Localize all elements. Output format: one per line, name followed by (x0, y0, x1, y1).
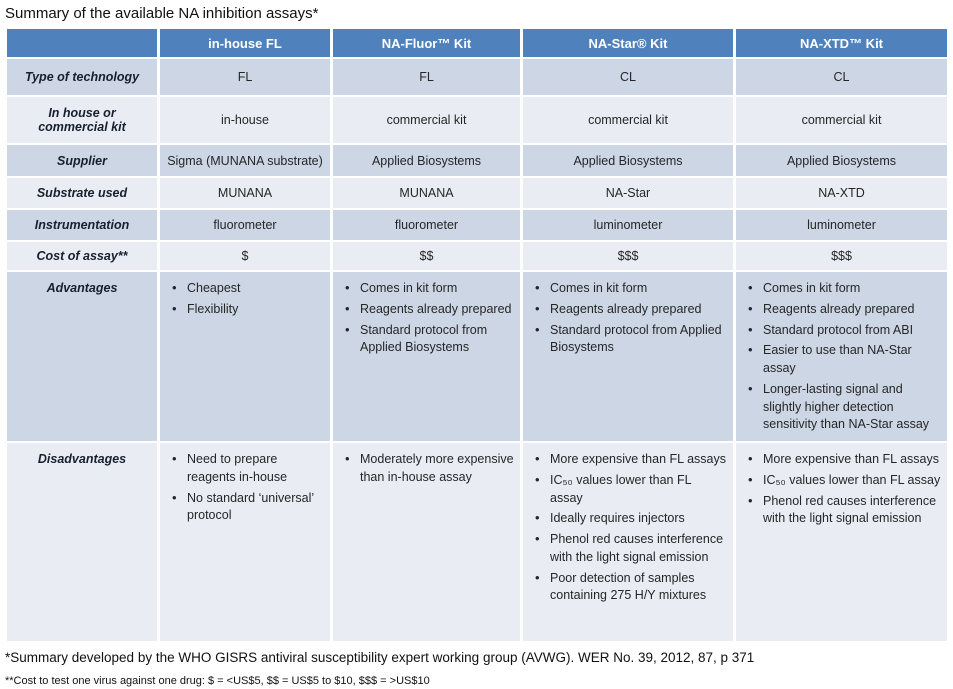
row-label: Substrate used (7, 178, 157, 208)
table-cell (333, 443, 520, 641)
bullet-item: • More expensive than FL assays (746, 451, 941, 469)
row-label: Cost of assay** (7, 242, 157, 270)
column-header-in-house-fl: in-house FL (160, 29, 330, 57)
table-row-disadvantages (7, 443, 947, 641)
table-cell: luminometer (523, 210, 733, 240)
row-label: Disadvantages (7, 443, 157, 641)
table-cell: NA-Star (523, 178, 733, 208)
table-cell (736, 272, 947, 441)
footnotes (5, 648, 950, 689)
table-cell: Applied Biosystems (523, 145, 733, 176)
bullet-list (533, 280, 727, 357)
table-cell: fluorometer (160, 210, 330, 240)
table-row (7, 210, 947, 240)
bullet-item: • IC₅₀ values lower than FL assay (533, 472, 727, 508)
table-cell: in-house (160, 97, 330, 143)
table-cell: CL (523, 59, 733, 95)
table-cell (523, 443, 733, 641)
footnote-secondary: **Cost to test one virus against one drug: $ = <US$5, $$ = US$5 to $10, $$$ = >US$10 (5, 675, 430, 687)
bullet-item: • IC₅₀ values lower than FL assay (746, 472, 941, 490)
table-cell: FL (160, 59, 330, 95)
bullet-item: • Comes in kit form (533, 280, 727, 298)
table-cell: $ (160, 242, 330, 270)
table-cell: MUNANA (160, 178, 330, 208)
table-cell (333, 272, 520, 441)
row-label: Instrumentation (7, 210, 157, 240)
table-cell: MUNANA (333, 178, 520, 208)
table-cell: fluorometer (333, 210, 520, 240)
table-cell: $$ (333, 242, 520, 270)
column-header-na-fluor: NA-Fluor™ Kit (333, 29, 520, 57)
bullet-list (170, 451, 324, 525)
table-cell: Sigma (MUNANA substrate) (160, 145, 330, 176)
bullet-item: • Ideally requires injectors (533, 510, 727, 528)
bullet-item: • Reagents already prepared (343, 301, 514, 319)
bullet-item: • Standard protocol from Applied Biosystems (533, 322, 727, 358)
page-title: Summary of the available NA inhibition assays* (5, 5, 319, 22)
bullet-item: • Standard protocol from Applied Biosystems (343, 322, 514, 358)
bullet-item: • Cheapest (170, 280, 324, 298)
bullet-list (746, 451, 941, 528)
bullet-item: • Comes in kit form (343, 280, 514, 298)
table-cell: commercial kit (736, 97, 947, 143)
row-label: Advantages (7, 272, 157, 441)
bullet-item: • Poor detection of samples containing 275 H/Y mixtures (533, 570, 727, 606)
column-header-na-xtd: NA-XTD™ Kit (736, 29, 947, 57)
table-cell (523, 272, 733, 441)
row-label: Supplier (7, 145, 157, 176)
bullet-item: • Phenol red causes interference with the light signal emission (746, 493, 941, 529)
table-cell: CL (736, 59, 947, 95)
table-row-advantages (7, 272, 947, 441)
table-cell: $$$ (523, 242, 733, 270)
table-cell (160, 272, 330, 441)
table-row (7, 242, 947, 270)
bullet-item: • No standard ‘universal’ protocol (170, 490, 324, 526)
bullet-list (343, 451, 514, 487)
bullet-list (170, 280, 324, 319)
table-row (7, 145, 947, 176)
bullet-item: • Phenol red causes interference with the light signal emission (533, 531, 727, 567)
header-row (7, 29, 947, 57)
table-cell (736, 443, 947, 641)
table-row (7, 59, 947, 95)
table-cell: $$$ (736, 242, 947, 270)
assay-comparison-table (4, 27, 950, 643)
bullet-list (343, 280, 514, 357)
bullet-item: • Standard protocol from ABI (746, 322, 941, 340)
table-cell: Applied Biosystems (333, 145, 520, 176)
table-cell: Applied Biosystems (736, 145, 947, 176)
bullet-list (746, 280, 941, 434)
table-row (7, 97, 947, 143)
table-cell: luminometer (736, 210, 947, 240)
bullet-item: • Easier to use than NA-Star assay (746, 342, 941, 378)
bullet-list (533, 451, 727, 605)
row-label: Type of technology (7, 59, 157, 95)
row-label: In house or commercial kit (7, 97, 157, 143)
column-header-na-star: NA-Star® Kit (523, 29, 733, 57)
table-cell: commercial kit (523, 97, 733, 143)
table-cell (160, 443, 330, 641)
table-cell: commercial kit (333, 97, 520, 143)
table-cell: FL (333, 59, 520, 95)
bullet-item: • Moderately more expensive than in-house assay (343, 451, 514, 487)
bullet-item: • More expensive than FL assays (533, 451, 727, 469)
corner-cell (7, 29, 157, 57)
bullet-item: • Reagents already prepared (533, 301, 727, 319)
bullet-item: • Reagents already prepared (746, 301, 941, 319)
bullet-item: • Flexibility (170, 301, 324, 319)
bullet-item: • Need to prepare reagents in-house (170, 451, 324, 487)
footnote-primary: *Summary developed by the WHO GISRS antiviral susceptibility expert working group (AVWG). WER No. 39, 2012, 87, p 371 (5, 650, 755, 665)
bullet-item: • Comes in kit form (746, 280, 941, 298)
bullet-item: • Longer-lasting signal and slightly higher detection sensitivity than NA-Star assay (746, 381, 941, 434)
table-row (7, 178, 947, 208)
table-cell: NA-XTD (736, 178, 947, 208)
